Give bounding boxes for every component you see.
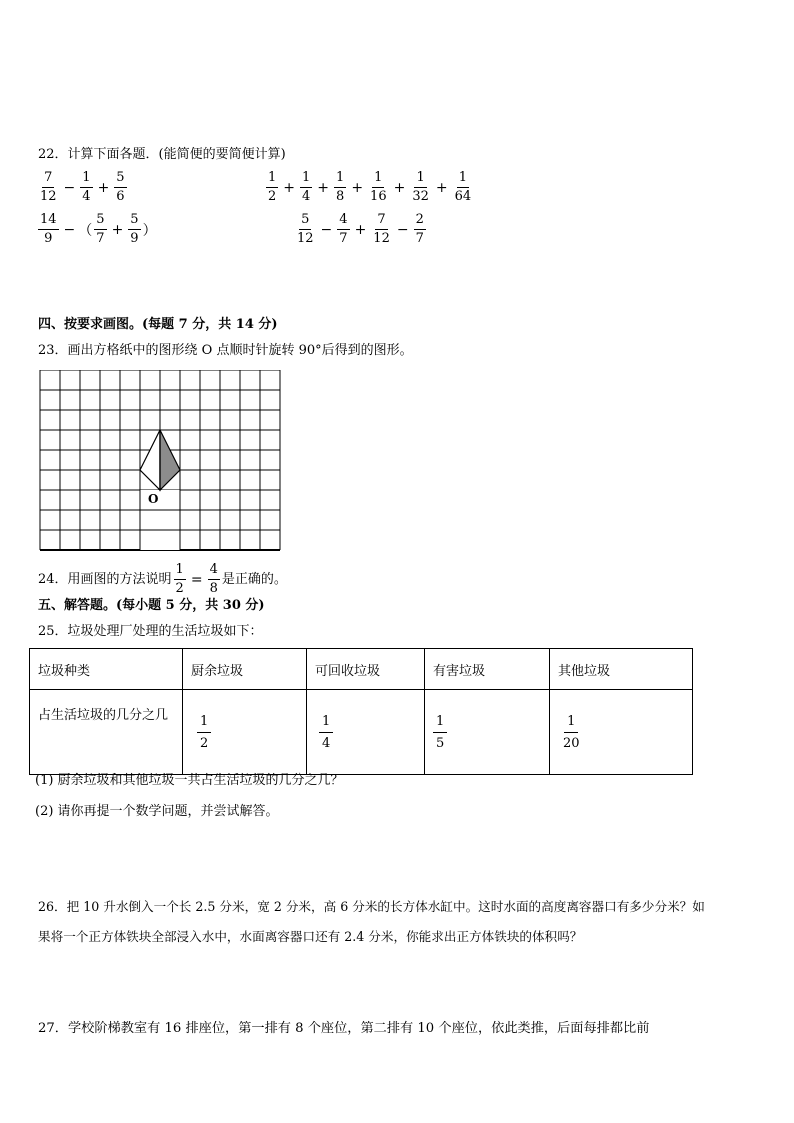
- fraction: $\frac{4}{7}$: [339, 212, 348, 246]
- fraction: $\frac{1}{4}$: [319, 713, 333, 752]
- q27-line-1: 27．学校阶梯教室有 16 排座位，第一排有 8 个座位，第二排有 10 个座位，依此类推，后面每排都比前: [38, 1021, 650, 1036]
- fraction: $\frac{1}{2}$: [197, 713, 211, 752]
- fraction: $\frac{7}{12}$: [40, 170, 57, 204]
- fraction: $\frac{1}{20}$: [563, 713, 580, 751]
- section-4-heading: 四、按要求画图。(每题 7 分，共 14 分): [38, 317, 278, 332]
- table-cell: 其他垃圾: [550, 649, 693, 690]
- table-cell: 可回收垃圾: [307, 649, 425, 690]
- blank-cells: [140, 490, 180, 550]
- point-o-label: O: [148, 492, 159, 506]
- q26-line-1: 26．把 10 升水倒入一个长 2.5 分米，宽 2 分米，高 6 分米的长方体水缸中。这时水面的高度离容器口有多少分米？如: [38, 899, 705, 914]
- table-cell: [307, 690, 425, 775]
- q22-expression-3: $\frac{14}{9}$ − （ $\frac{5}{7}$ + $\frac{5}{9}$ ）: [40, 212, 157, 246]
- fraction: $\frac{1}{2}$: [268, 170, 277, 204]
- fraction: $\frac{1}{2}$: [175, 562, 184, 596]
- table-row: [30, 649, 693, 690]
- fraction: $\frac{2}{7}$: [415, 212, 424, 246]
- fraction: $\frac{1}{8}$: [336, 170, 345, 204]
- q23-title: 23．画出方格纸中的图形绕 O 点顺时针旋转 90°后得到的图形。: [38, 343, 413, 358]
- fraction: $\frac{1}{32}$: [412, 170, 429, 204]
- table-cell: [550, 690, 693, 775]
- fraction: $\frac{1}{64}$: [454, 170, 472, 204]
- q22-title: 22．计算下面各题．(能简便的要简便计算): [38, 147, 286, 162]
- q22-expression-1: $\frac{7}{12}$ − $\frac{1}{4}$ + $\frac{5}{6}$: [40, 170, 125, 204]
- fraction: $\frac{1}{4}$: [302, 170, 311, 204]
- kite-left-half: [140, 430, 160, 490]
- fraction: $\frac{1}{5}$: [433, 713, 447, 752]
- fraction: $\frac{7}{12}$: [373, 212, 390, 246]
- grid-figure: [38, 370, 282, 554]
- q26-line-2: 果将一个正方体铁块全部浸入水中，水面离容器口还有 2.4 分米，你能求出正方体铁块的体积吗？: [38, 929, 583, 944]
- fraction: $\frac{5}{7}$: [96, 212, 105, 246]
- table-cell: [425, 690, 550, 775]
- q25-sub-question-2: (2) 请你再提一个数学问题，并尝试解答。: [35, 804, 279, 819]
- fraction: $\frac{5}{12}$: [297, 212, 314, 246]
- q24-line: 24．用画图的方法说明 $\frac{1}{2}$ = $\frac{4}{8}$ 是正确的。: [38, 562, 287, 596]
- fraction: $\frac{14}{9}$: [40, 212, 57, 246]
- q25-sub-question-1: (1) 厨余垃圾和其他垃圾一共占生活垃圾的几分之几？: [35, 773, 344, 788]
- fraction: $\frac{1}{16}$: [370, 170, 387, 204]
- q22-expression-4: $\frac{5}{12}$ − $\frac{4}{7}$ + $\frac{7}{12}$ − $\frac{2}{7}$: [297, 212, 424, 246]
- table-row: [30, 690, 693, 775]
- table-cell: 垃圾种类: [30, 649, 183, 690]
- table-cell: 厨余垃圾: [183, 649, 307, 690]
- kite-right-half-shaded: [160, 430, 180, 490]
- table-cell: 占生活垃圾的几分之几: [30, 690, 183, 775]
- fraction: $\frac{1}{4}$: [82, 170, 91, 204]
- fraction: $\frac{4}{8}$: [209, 562, 218, 596]
- section-5-heading: 五、解答题。(每小题 5 分，共 30 分): [38, 598, 265, 613]
- q22-expression-2: $\frac{1}{2}$ + $\frac{1}{4}$ + $\frac{1}{8}$ + $\frac{1}{16}$ + $\frac{1}{32}$ + $\frac{1}{64}$: [268, 170, 472, 204]
- trash-table: [29, 648, 693, 775]
- fraction: $\frac{5}{9}$: [130, 212, 139, 246]
- fraction: $\frac{5}{6}$: [116, 170, 125, 204]
- table-cell: [183, 690, 307, 775]
- q25-title: 25．垃圾处理厂处理的生活垃圾如下：: [38, 624, 263, 639]
- table-cell: 有害垃圾: [425, 649, 550, 690]
